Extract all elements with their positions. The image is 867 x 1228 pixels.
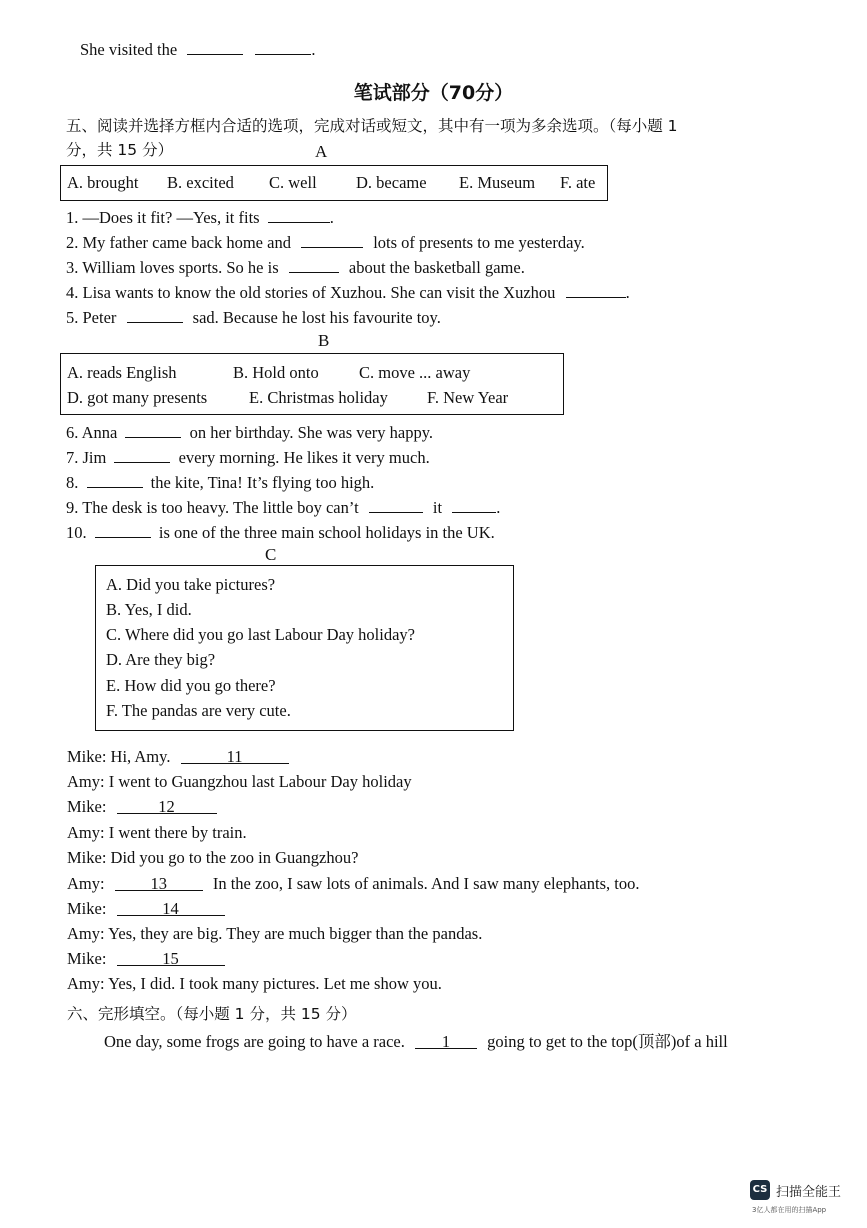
option: E. Christmas holiday — [249, 388, 388, 407]
answer-blank[interactable] — [127, 306, 183, 323]
speaker: Mike: — [67, 899, 107, 918]
option: B. excited — [167, 173, 234, 192]
speaker: Mike: — [67, 949, 107, 968]
cloze-line-1: One day, some frogs are going to have a race. 1 going to get to the top(顶部)of a hill — [104, 1032, 728, 1051]
answer-blank[interactable]: 15 — [117, 949, 225, 966]
dialogue-line: Amy: Yes, they are big. They are much bigger than the pandas. — [67, 924, 483, 943]
option: F. ate — [560, 173, 596, 192]
answer-blank[interactable]: 11 — [181, 747, 289, 764]
option: C. Where did you go last Labour Day holiday? — [106, 625, 415, 644]
question-10: 10. is one of the three main school holidays in the UK. — [66, 523, 495, 542]
dialogue-line: Mike: Did you go to the zoo in Guangzhou? — [67, 848, 359, 867]
option: D. Are they big? — [106, 650, 216, 669]
speaker: Amy: — [67, 772, 105, 791]
answer-blank[interactable]: 13 — [115, 874, 203, 891]
speaker: Amy: — [67, 823, 105, 842]
question-9: 9. The desk is too heavy. The little boy can’t it . — [66, 498, 501, 517]
dialogue-line: Mike: Hi, Amy. 11 — [67, 747, 289, 767]
section6-title: 六、完形填空。（每小题 1 分，共 15 分） — [67, 1005, 357, 1023]
answer-blank[interactable]: 1 — [415, 1032, 477, 1049]
answer-blank[interactable] — [268, 206, 330, 223]
answer-blank[interactable]: 12 — [117, 797, 217, 814]
top-sentence: She visited the . — [80, 40, 316, 59]
answer-blank[interactable] — [301, 231, 363, 248]
answer-blank[interactable] — [95, 521, 151, 538]
dialogue-line — [67, 899, 225, 919]
option: A. Did you take pictures? — [106, 575, 276, 594]
question-5: 5. Peter sad. Because he lost his favourite toy. — [66, 308, 441, 327]
instruction: 分，共 15 分） — [66, 141, 174, 159]
speaker: Mike: — [67, 747, 107, 766]
option: E. How did you go there? — [106, 676, 276, 695]
option: E. Museum — [459, 173, 536, 192]
option: B. Hold onto — [233, 363, 319, 382]
question-8: 8. the kite, Tina! It’s flying too high. — [66, 473, 375, 492]
top-sentence-text: She visited the — [80, 40, 178, 59]
answer-blank[interactable] — [255, 38, 311, 55]
speaker: Amy: — [67, 924, 105, 943]
dialogue-line — [67, 949, 225, 969]
scanner-app-tagline: 3亿人都在用的扫描App — [752, 1206, 827, 1214]
option: C. well — [269, 173, 317, 192]
option: D. got many presents — [67, 388, 208, 407]
answer-blank[interactable] — [87, 471, 143, 488]
option: A. brought — [67, 173, 139, 192]
section-title: 笔试部分（70分） — [353, 82, 514, 104]
scanner-app-name: 扫描全能王 — [776, 1185, 842, 1200]
answer-blank[interactable] — [369, 496, 423, 513]
speaker: Amy: — [67, 874, 105, 893]
option-box-a — [60, 165, 608, 201]
dialogue-line: Amy: I went to Guangzhou last Labour Day holiday — [67, 772, 412, 791]
part-c-label: C — [265, 545, 277, 564]
option: C. move ... away — [359, 363, 471, 382]
scanner-logo-icon: CS — [750, 1180, 770, 1200]
speaker: Mike: — [67, 848, 107, 867]
instruction: 五、阅读并选择方框内合适的选项，完成对话或短文，其中有一项为多余选项。（每小题 1 — [66, 117, 678, 135]
option: D. became — [356, 173, 427, 192]
question-3: 3. William loves sports. So he is about the basketball game. — [66, 258, 525, 277]
option: F. The pandas are very cute. — [106, 701, 291, 720]
option-box-c — [95, 565, 514, 731]
dialogue-line — [67, 797, 217, 817]
option: A. reads English — [67, 363, 177, 382]
part-a-label: A — [315, 142, 328, 161]
answer-blank[interactable] — [125, 421, 181, 438]
answer-blank[interactable] — [566, 281, 626, 298]
option: F. New Year — [427, 388, 509, 407]
option: B. Yes, I did. — [106, 600, 192, 619]
dialogue-line: Amy: I went there by train. — [67, 823, 247, 842]
answer-blank[interactable] — [289, 256, 339, 273]
question-4: 4. Lisa wants to know the old stories of Xuzhou. She can visit the Xuzhou . — [66, 283, 630, 302]
answer-blank[interactable] — [114, 446, 170, 463]
dialogue-line: Amy: Yes, I did. I took many pictures. Let me show you. — [67, 974, 442, 993]
question-7: 7. Jim every morning. He likes it very much. — [66, 448, 430, 467]
speaker: Amy: — [67, 974, 105, 993]
question-1: 1. —Does it fit? —Yes, it fits . — [66, 208, 334, 227]
speaker: Mike: — [67, 797, 107, 816]
dialogue-line: Amy: 13 In the zoo, I saw lots of animals. And I saw many elephants, too. — [67, 874, 640, 893]
answer-blank[interactable]: 14 — [117, 899, 225, 916]
question-6: 6. Anna on her birthday. She was very happy. — [66, 423, 434, 442]
answer-blank[interactable] — [452, 496, 496, 513]
question-2: 2. My father came back home and lots of presents to me yesterday. — [66, 233, 585, 252]
answer-blank[interactable] — [187, 38, 243, 55]
part-b-label: B — [318, 331, 330, 350]
option-box-b — [60, 353, 564, 415]
